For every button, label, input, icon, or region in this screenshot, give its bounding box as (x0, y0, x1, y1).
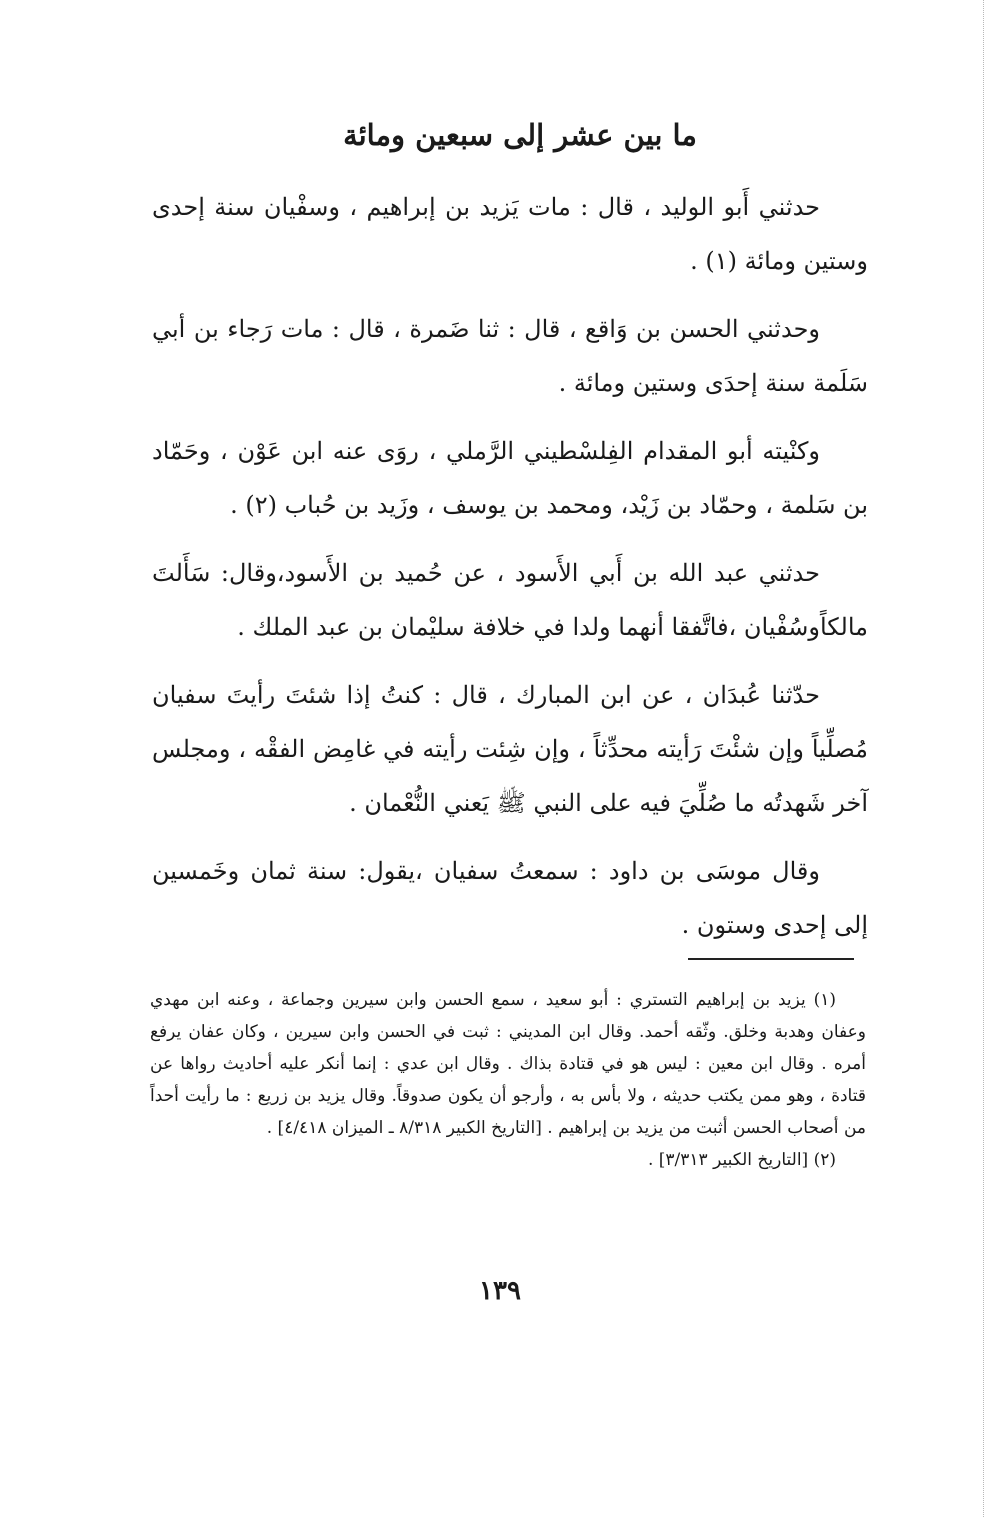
paragraph: وكنْيته أبو المقدام الفِلسْطيني الرَّملي ، روَى عنه ابن عَوْن ، وحَمّاد بن سَلمة ، وحمّاد بن زَيْد، ومحمد بن يوسف ، وزَيد بن حُباب (٢) . (152, 437, 868, 519)
page-title: ما بين عشر إلى سبعين ومائة (343, 118, 697, 152)
paragraph: حدّثنا عُبدَان ، عن ابن المبارك ، قال : كنتُ إذا شئتَ رأيتَ سفيان مُصلِّياً وإن شئْتَ رَأيته محدِّثاً ، وإن شِئت رأيته في غامِض الفقْه ، ومجلس آخر شَهدتُه ما صُلِّيَ فيه على النبي ﷺ يَعني النُّعْمان . (152, 681, 868, 817)
paragraph: حدثني أَبو الوليد ، قال : مات يَزيد بن إبراهيم ، وسفْيان سنة إحدى وستين ومائة (١) . (152, 193, 868, 275)
paragraph: وقال موسَى بن داود : سمعتُ سفيان ،يقول: سنة ثمان وخَمسين إلى إحدى وستون . (152, 857, 868, 939)
paragraph: وحدثني الحسن بن وَاقع ، قال : ثنا ضَمرة ، قال : مات رَجاء بن أبي سَلَمة سنة إحدَى وستين ومائة . (152, 315, 868, 397)
paragraph: حدثني عبد الله بن أَبي الأَسود ، عن حُميد بن الأَسود،وقال: سَأَلتَ مالكاًوسُفْيان ،فاتَّفقا أنهما ولدا في خلافة سليْمان بن عبد الملك . (152, 559, 868, 641)
footnote-separator (688, 958, 854, 960)
footnotes (150, 984, 866, 1176)
footnote: (١) يزيد بن إبراهيم التستري : أبو سعيد ، سمع الحسن وابن سيرين وجماعة ، وعنه ابن مهدي وعفان وهدبة وخلق. وثّقه أحمد. وقال ابن المديني : ثبت في الحسن وابن سيرين ، وكان عفان يرفع أمره . وقال ابن معين : ليس هو في قتادة بذاك . وقال ابن عدي : إنما أنكر عليه أحاديث رواها عن قتادة ، وهو ممن يكتب حديثه ، ولا بأس به ، وأرجو أن يكون صدوقاً. وقال يزيد بن زريع : ما رأيت أحداً من أصحاب الحسن أثبت من يزيد بن إبراهيم . [التاريخ الكبير ٨/٣١٨ ـ الميزان ٤/٤١٨] . (150, 990, 866, 1138)
page-number: ١٣٩ (479, 1276, 521, 1306)
footnote: (٢) [التاريخ الكبير ٣/٣١٣] . (647, 1150, 836, 1170)
page-edge-divider (982, 0, 984, 1517)
main-text (152, 180, 868, 966)
